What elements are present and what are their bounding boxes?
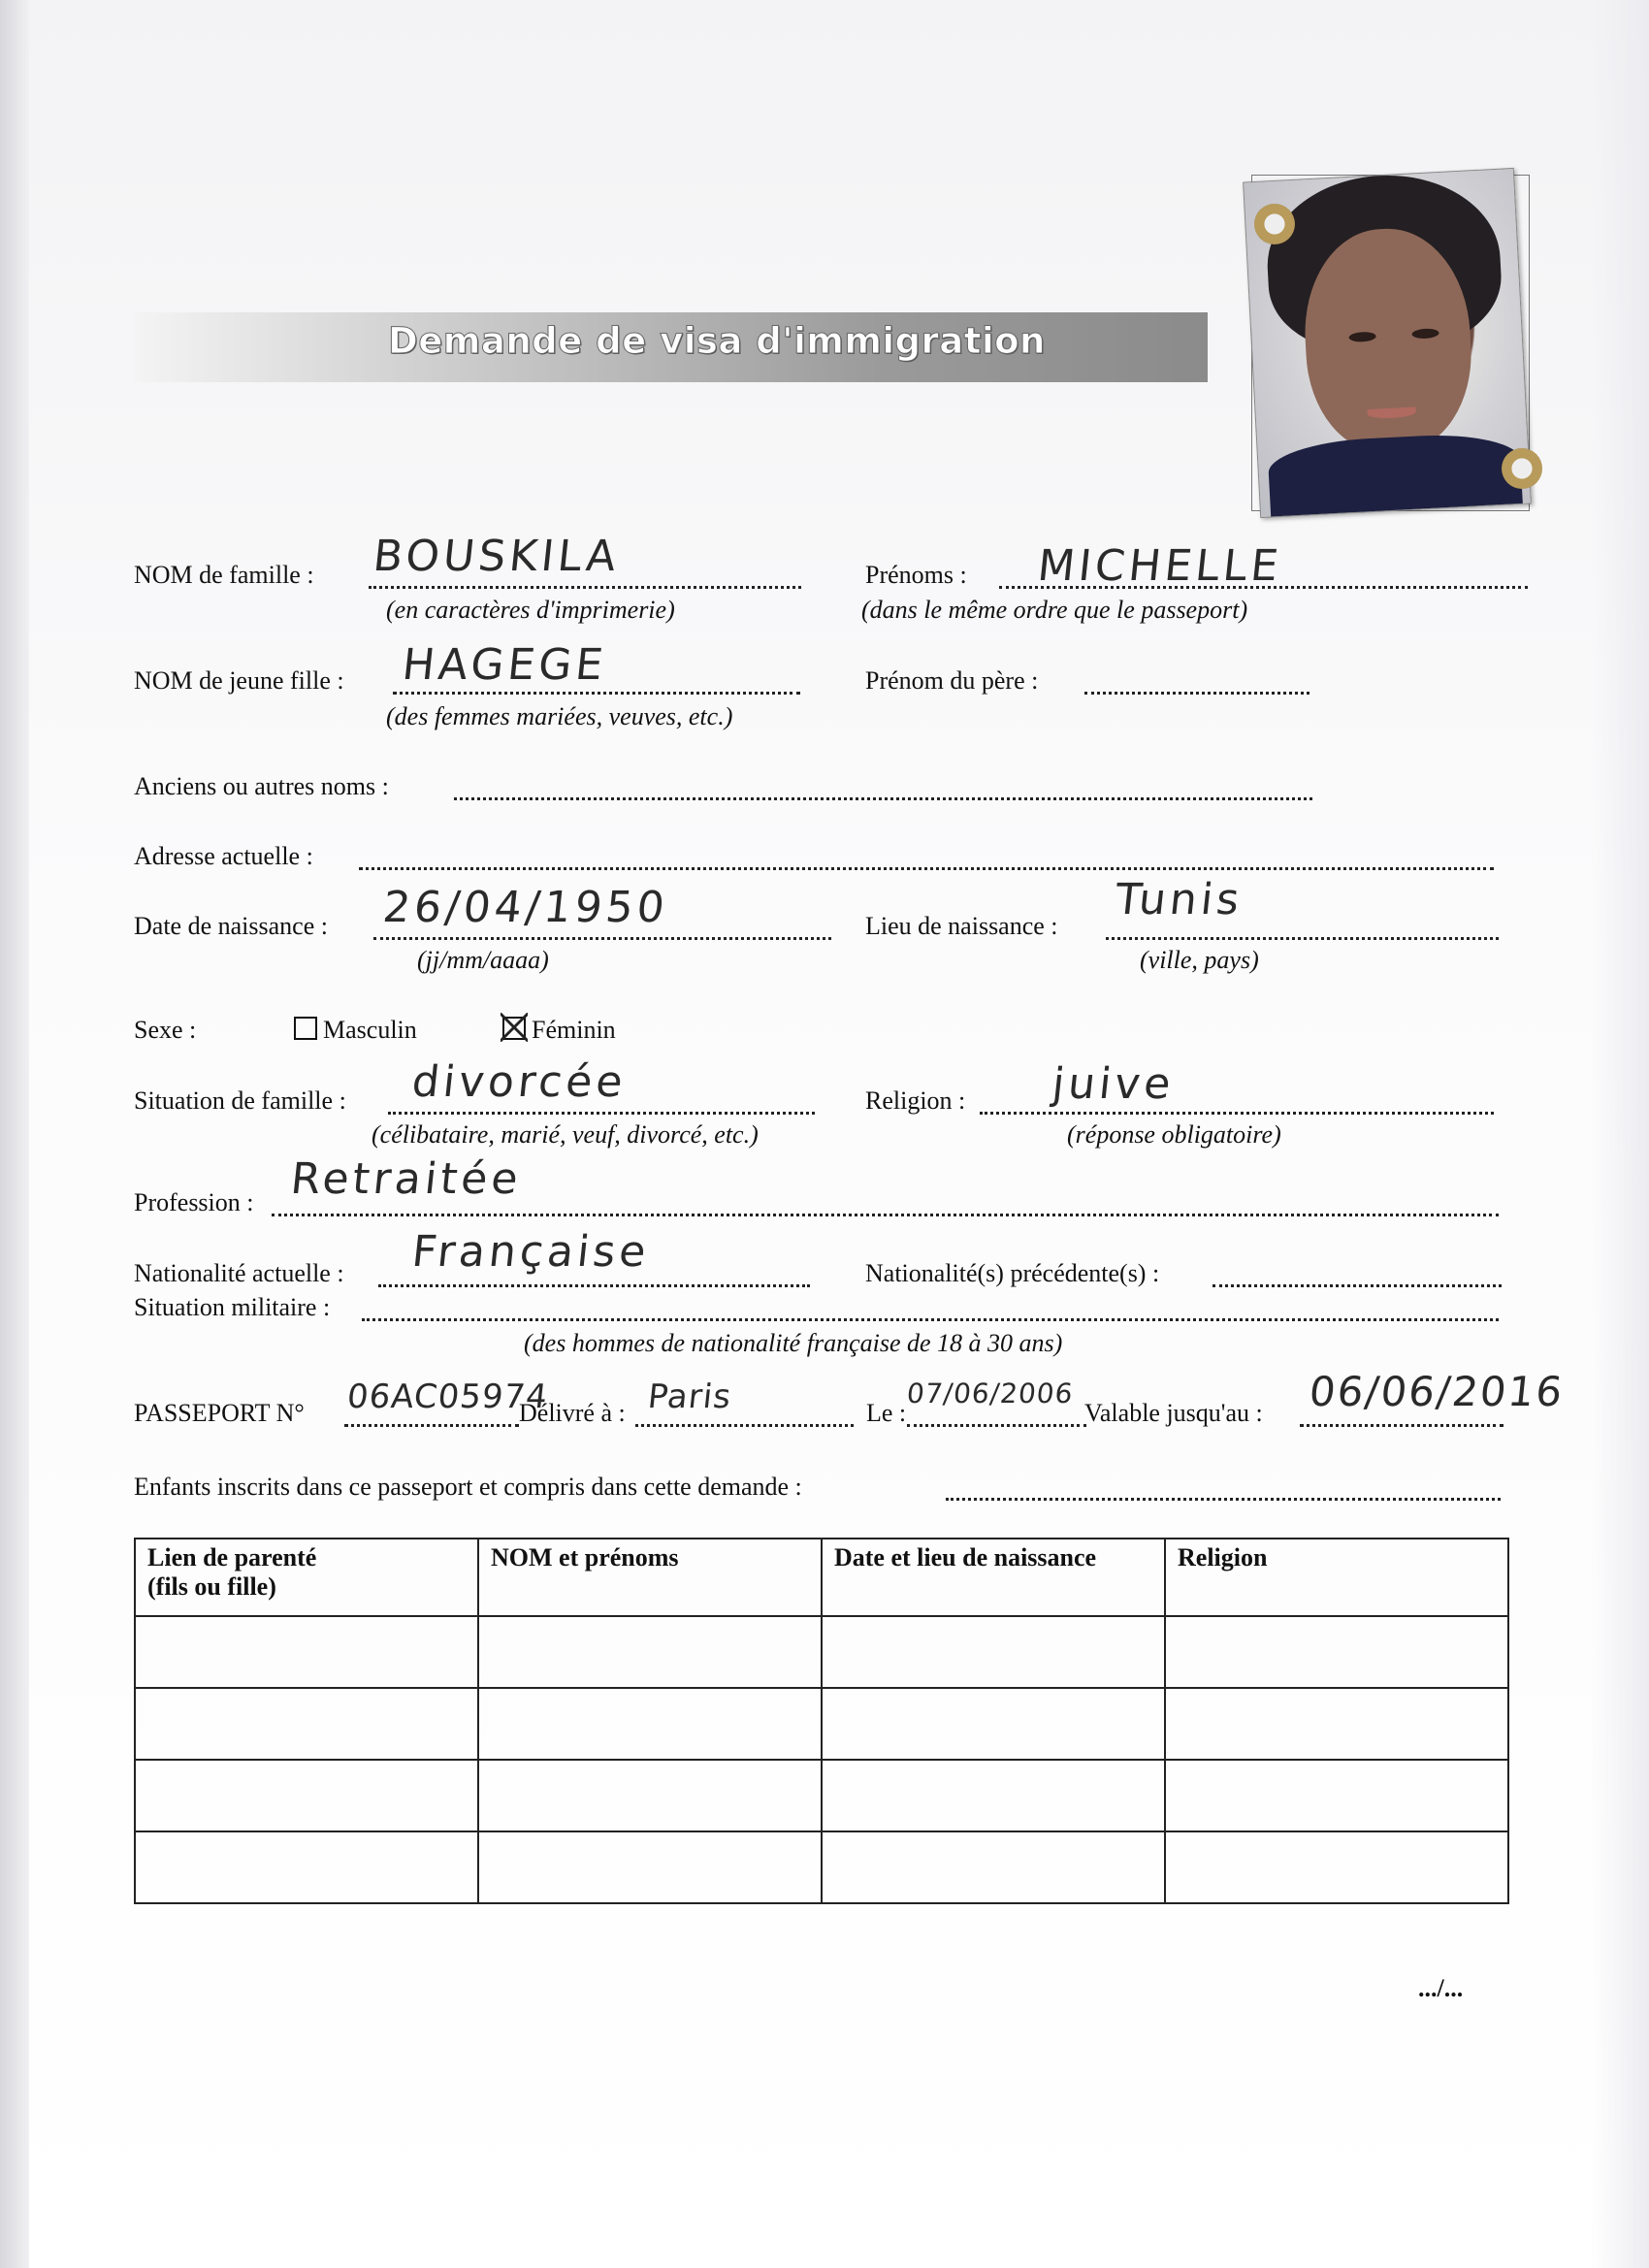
masculin-checkbox[interactable] [294, 1017, 317, 1040]
le-value[interactable]: 07/06/2006 [905, 1377, 1076, 1409]
nom-jeune-fille-label: NOM de jeune fille : [134, 666, 344, 695]
prenom-pere-label: Prénom du père : [865, 666, 1039, 695]
table-cell[interactable] [1165, 1688, 1508, 1760]
date-naissance-label: Date de naissance : [134, 912, 328, 940]
religion-value[interactable]: juive [1050, 1059, 1178, 1109]
nationalite-prec-line [1212, 1284, 1502, 1287]
table-cell[interactable] [478, 1760, 822, 1831]
scan-shadow [1591, 0, 1649, 2268]
scan-edge [0, 0, 29, 2268]
valable-line [1300, 1424, 1504, 1427]
table-cell[interactable] [478, 1616, 822, 1688]
feminin-label: Féminin [532, 1016, 616, 1044]
prenoms-hint: (dans le même ordre que le passeport) [861, 596, 1248, 624]
passeport-label: PASSEPORT N° [134, 1399, 305, 1427]
nom-famille-line [369, 586, 801, 589]
nationalite-prec-label: Nationalité(s) précédente(s) : [865, 1259, 1160, 1287]
table-cell[interactable] [478, 1831, 822, 1903]
passeport-value[interactable]: 06AC05974 [344, 1377, 550, 1416]
delivre-value[interactable]: Paris [645, 1377, 734, 1416]
photo-clothing [1267, 431, 1523, 517]
passeport-line [344, 1424, 519, 1427]
feminin-checkbox[interactable] [502, 1017, 526, 1040]
header-date-lieu: Date et lieu de naissance [822, 1539, 1165, 1616]
table-cell[interactable] [478, 1688, 822, 1760]
prenoms-label: Prénoms : [865, 561, 967, 589]
table-cell[interactable] [135, 1616, 478, 1688]
situation-famille-value[interactable]: divorcée [409, 1057, 630, 1107]
le-label: Le : [866, 1399, 907, 1427]
table-cell[interactable] [822, 1831, 1165, 1903]
header-nom-prenoms: NOM et prénoms [478, 1539, 822, 1616]
nationalite-value[interactable]: Française [409, 1227, 653, 1277]
table-cell[interactable] [822, 1616, 1165, 1688]
nationalite-line [378, 1284, 810, 1287]
prenom-pere-line [1084, 692, 1310, 695]
nationalite-label: Nationalité actuelle : [134, 1259, 344, 1287]
religion-label: Religion : [865, 1086, 966, 1115]
header-lien-parente: Lien de parenté (fils ou fille) [135, 1539, 478, 1616]
situation-militaire-hint: (des hommes de nationalité française de 18 à 30 ans) [524, 1329, 1063, 1357]
nom-jeune-fille-line [393, 692, 800, 695]
situation-militaire-label: Situation militaire : [134, 1293, 331, 1321]
nom-jeune-fille-value[interactable]: HAGEGE [400, 640, 609, 690]
profession-value[interactable]: Retraitée [288, 1154, 525, 1204]
profession-label: Profession : [134, 1188, 254, 1216]
enfants-label: Enfants inscrits dans ce passeport et compris dans cette demande : [134, 1473, 802, 1501]
prenoms-value[interactable]: MICHELLE [1035, 541, 1285, 591]
valable-label: Valable jusqu'au : [1084, 1399, 1263, 1427]
profession-line [272, 1214, 1499, 1216]
header-religion: Religion [1165, 1539, 1508, 1616]
table-row [135, 1831, 1508, 1903]
lieu-naissance-value[interactable]: Tunis [1113, 875, 1245, 924]
adresse-label: Adresse actuelle : [134, 842, 313, 870]
valable-value[interactable]: 06/06/2016 [1307, 1368, 1567, 1415]
nom-famille-label: NOM de famille : [134, 561, 314, 589]
nom-famille-hint: (en caractères d'imprimerie) [386, 596, 675, 624]
enfants-line [946, 1498, 1501, 1501]
table-cell[interactable] [1165, 1831, 1508, 1903]
table-cell[interactable] [1165, 1616, 1508, 1688]
delivre-line [635, 1424, 854, 1427]
anciens-noms-line [454, 797, 1312, 800]
children-table [134, 1538, 1509, 1904]
sexe-feminin-option[interactable] [502, 1016, 616, 1045]
eyelet-icon [1254, 204, 1295, 244]
masculin-label: Masculin [323, 1016, 417, 1044]
le-line [907, 1424, 1086, 1427]
religion-hint: (réponse obligatoire) [1067, 1120, 1281, 1149]
lieu-naissance-label: Lieu de naissance : [865, 912, 1058, 940]
table-cell[interactable] [135, 1760, 478, 1831]
table-row [135, 1760, 1508, 1831]
lieu-naissance-hint: (ville, pays) [1140, 946, 1259, 974]
nom-famille-value[interactable]: BOUSKILA [371, 532, 623, 581]
table-cell[interactable] [135, 1831, 478, 1903]
table-header-row [135, 1539, 1508, 1616]
table-cell[interactable] [135, 1688, 478, 1760]
situation-famille-label: Situation de famille : [134, 1086, 346, 1115]
eyelet-icon [1502, 448, 1542, 489]
adresse-line [359, 867, 1494, 870]
delivre-label: Délivré à : [519, 1399, 626, 1427]
date-naissance-value[interactable]: 26/04/1950 [380, 883, 671, 932]
lieu-naissance-line [1106, 937, 1499, 940]
situation-famille-line [388, 1112, 815, 1115]
situation-militaire-line [362, 1318, 1499, 1321]
nom-jeune-fille-hint: (des femmes mariées, veuves, etc.) [386, 702, 733, 730]
table-row [135, 1688, 1508, 1760]
page-title: Demande de visa d'immigration [388, 320, 1046, 362]
table-cell[interactable] [822, 1688, 1165, 1760]
continuation-marker: .../... [1418, 1974, 1464, 2002]
date-naissance-hint: (jj/mm/aaaa) [417, 946, 549, 974]
table-cell[interactable] [1165, 1760, 1508, 1831]
anciens-noms-label: Anciens ou autres noms : [134, 772, 389, 800]
situation-famille-hint: (célibataire, marié, veuf, divorcé, etc.) [372, 1120, 759, 1149]
sexe-masculin-option[interactable] [294, 1016, 417, 1045]
religion-line [980, 1112, 1494, 1115]
date-naissance-line [373, 937, 831, 940]
sexe-label: Sexe : [134, 1016, 197, 1044]
table-cell[interactable] [822, 1760, 1165, 1831]
table-row [135, 1616, 1508, 1688]
